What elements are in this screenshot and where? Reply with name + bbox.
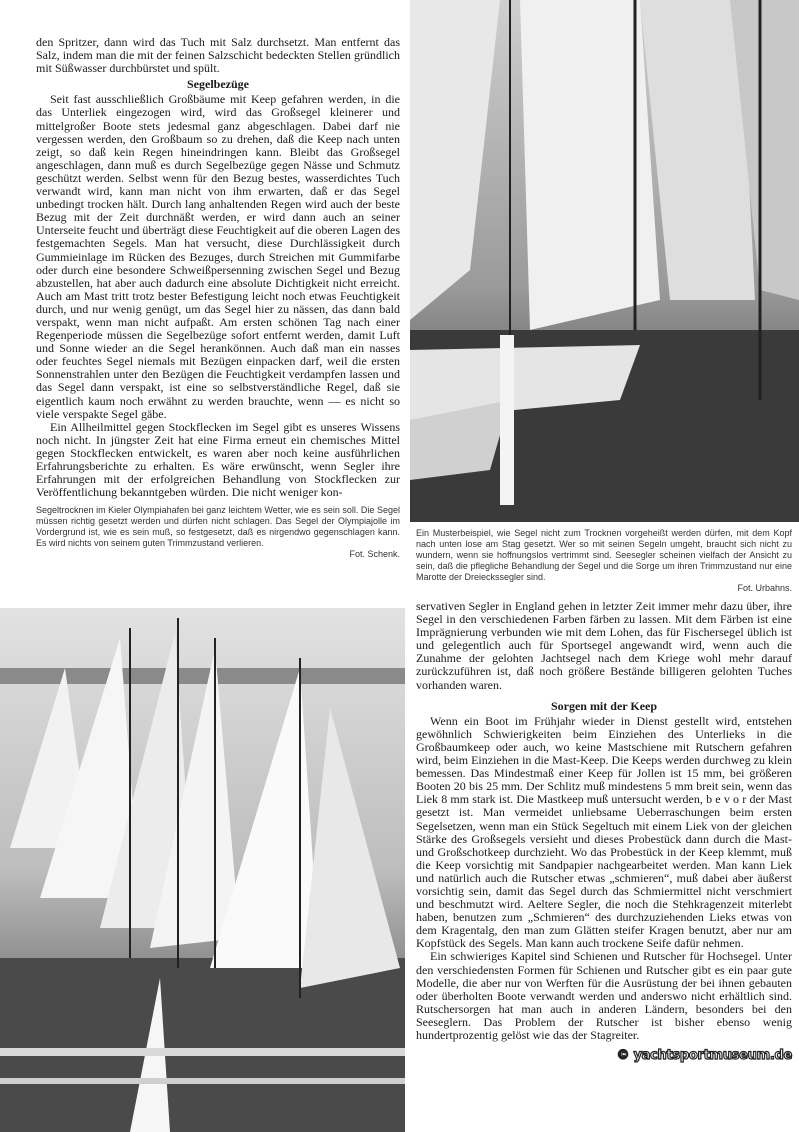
caption-text: Segeltrocknen im Kieler Olympiahafen bei ganz leichtem Wetter, wie es sein soll. Die Segel müssen richtig gesetzt werden und dürfen nicht schlagen. Das Segel der Olympiajolle im Vordergrund ist, wie es sein muß, so festgesetzt, daß es nirgendwo gegenschlagen kann. Es wird nichts von seinem guten Trimmzustand verlieren. [36,505,400,549]
photo-caption-left [36,505,400,560]
paragraph: Wenn ein Boot im Frühjahr wieder in Dienst gestellt wird, entstehen gewöhnlich Schwierigkeiten beim Einziehen des Unterlieks in die Großbaumkeep oder auch, wo keine Mastschiene mit Rutschern gefahren wird, beim Einziehen in die Mast-Keep. Die Keeps werden durchweg zu klein bemessen. Das Mindestmaß einer Keep für Jollen ist 15 mm, bei größeren Booten 20 bis 25 mm. Der Schlitz muß mindestens 5 mm breit sein, wenn das Liek 8 mm stark ist. Die Mastkeep muß untersucht werden, b e v o r der Mast gesetzt ist. Man vermeidet unliebsame Ueberraschungen beim ersten Segelsetzen, wenn man ein Stück Segeltuch mit einem Liek von der gleichen Stärke des Großsegels versieht und dieses Probestück dann durch die Mast- und Großschotkeep durchzieht. Wo das Probestück in der Keep klemmt, muß die Keep vorsichtig mit Sandpapier nachgearbeitet werden. Man kann Liek und natürlich auch die Rutscher etwas „schmieren“, muß dabei aber äußerst vorsichtig sein, damit das Segel durch das Schmiermittel nicht verschmiert und beschmutzt wird. Aeltere Segler, die noch die Stehkragenzeit miterlebt haben, benutzen zum „Schmieren“ des durchzuziehenden Lieks etwas von dem Kragentalg, den man zum Glätten steifer Kragen benutzt, aber nur am Kopfstück des Segels. Man kann auch trockene Seife dafür nehmen. [416,713,792,951]
photo-sails-hung-on-stay [410,0,799,522]
photo-credit: Fot. Schenk. [349,549,400,560]
photo-credit: Fot. Urbahns. [737,583,792,593]
section-heading: Sorgen mit der Keep [550,698,658,713]
paragraph: Ein Allheilmittel gegen Stockflecken im Segel gibt es unseres Wissens noch nicht. In jüngster Zeit hat eine Firma erneut ein chemisches Mittel gegen Stockflecken entwickelt, es waren aber noch keine ausführlichen Erfahrungsberichte zu erhalten. Es wäre erwünscht, wenn Segler ihre Erfahrungen mit der erfolgreichen Behandlung von Stockflecken zur Veröffentlichung bekanntgeben würden. Die nicht weniger kon- [36,419,400,500]
right-column [416,528,792,1063]
left-column [36,36,400,560]
photo-kiel-olympic-harbour [0,608,405,1132]
paragraph: den Spritzer, dann wird das Tuch mit Salz durchsetzt. Man entfernt das Salz, indem man die mit der feinen Salzschicht bedeckten Stellen gründlich mit Süßwasser durchbürstet und spült. [36,35,400,76]
photo-caption-right [416,528,792,594]
section-heading: Segelbezüge [187,77,249,92]
paragraph: servativen Segler in England gehen in letzter Zeit immer mehr dazu über, ihre Segel in den verschiedenen Farben färben zu lassen. Mit dem Färben ist eine Imprägnierung verbunden wie mit dem Lohen, das für Fischersegel üblich ist und gelegentlich auch für Sportsegel angewandt wird, wenn auch die Zunahme der gelohten Jachtsegel nach dem Kriege wohl mehr darauf zurückzuführen ist, daß noch größere Bestände billigeren gelohten Tuches vorhanden waren. [416,599,792,692]
paragraph: Seit fast ausschließlich Großbäume mit Keep gefahren werden, in die das Unterliek eingezogen wird, wird das Großsegel kleinerer und mittelgroßer Boote stets jedesmal ganz abgeschlagen. Dabei darf nie vergessen werden, den Großbaum so zu drehen, daß die Keep nach unten zeigt, so daß kein Regen hineindringen kann. Bleibt das Großsegel angeschlagen, dann muß es durch Segelbezüge gegen Nässe und Schmutz geschützt werden. Selbst wenn für den Bezug bestes, wasserdichtes Tuch verwandt wird, kann man nicht von ihm erwarten, daß er das Segel unbedingt trocken hält. Durch lang anhaltenden Regen wird auch der beste Bezug mit der Zeit durchnäßt werden, er wird dann auch an seiner Unterseite feucht und überträgt diese Feuchtigkeit auf die oberen Lagen des festgemachten Segels. Man hat versucht, diese Durchlässigkeit durch Gummieinlage im Rücken des Bezuges, durch Streichen mit Gummifarbe oder durch eine besondere Schweißpersenning zwischen Segel und Bezug abzustellen, hat aber auch dadurch eine absolute Dichtigkeit nicht erreicht. Auch am Mast tritt trotz bester Befestigung leicht noch etwas Feuchtigkeit durch, und nur wenig genügt, um das Segel hier zu nässen, das dann bald verspakt, wenn man nicht aufpaßt. Am ersten schönen Tag nach einer Regenperiode müssen die Segelbezüge sofort entfernt werden, damit Luft und Sonne wieder an die Segel herankönnen. Auch daß man ein nasses oder feuchtes Segel niemals mit Bezügen einpacken darf, weil die ersten Sonnenstrahlen unter den Bezügen die Feuchtigkeit verdampfen lassen und das Segel dann verspakt, ist eine so selbstverständliche Regel, daß sie eigentlich kaum noch erwähnt zu werden brauchte, wenn — es nicht so viele verspakte Segel gäbe. [36,92,400,421]
right-column-text [416,600,792,1042]
watermark: © yachtsportmuseum.de [616,1048,792,1064]
left-column-text [36,36,400,499]
caption-text: Ein Musterbeispiel, wie Segel nicht zum Trocknen vorgeheißt werden dürfen, mit dem Kopf nach unten lose am Stag gesetzt. Wer so mit seinen Segeln umgeht, braucht sich nicht zu wundern, wenn sie hoffnungslos vertrimmt sind. Seesegler scheinen vielfach der Ansicht zu sein, daß die pflegliche Behandlung der Segel und die Sorge um ihren Trimmzustand nur eine Marotte der Dreieckssegler sind. [416,528,792,582]
paragraph: Ein schwieriges Kapitel sind Schienen und Rutscher für Hochsegel. Unter den verschiedensten Formen für Schienen und Rutscher gibt es ein paar gute Modelle, die aber nur von Werften für die Ausrüstung der bei ihnen gebauten oder überholten Boote verwandt werden und anderswo nicht erhältlich sind. Rutschersorgen hat man auch in anderen Ländern, besonders bei den Seeseglern. Das Problem der Rutscher ist bisher ebenso wenig hundertprozentig gelöst wie das der Stagreiter. [416,949,792,1042]
